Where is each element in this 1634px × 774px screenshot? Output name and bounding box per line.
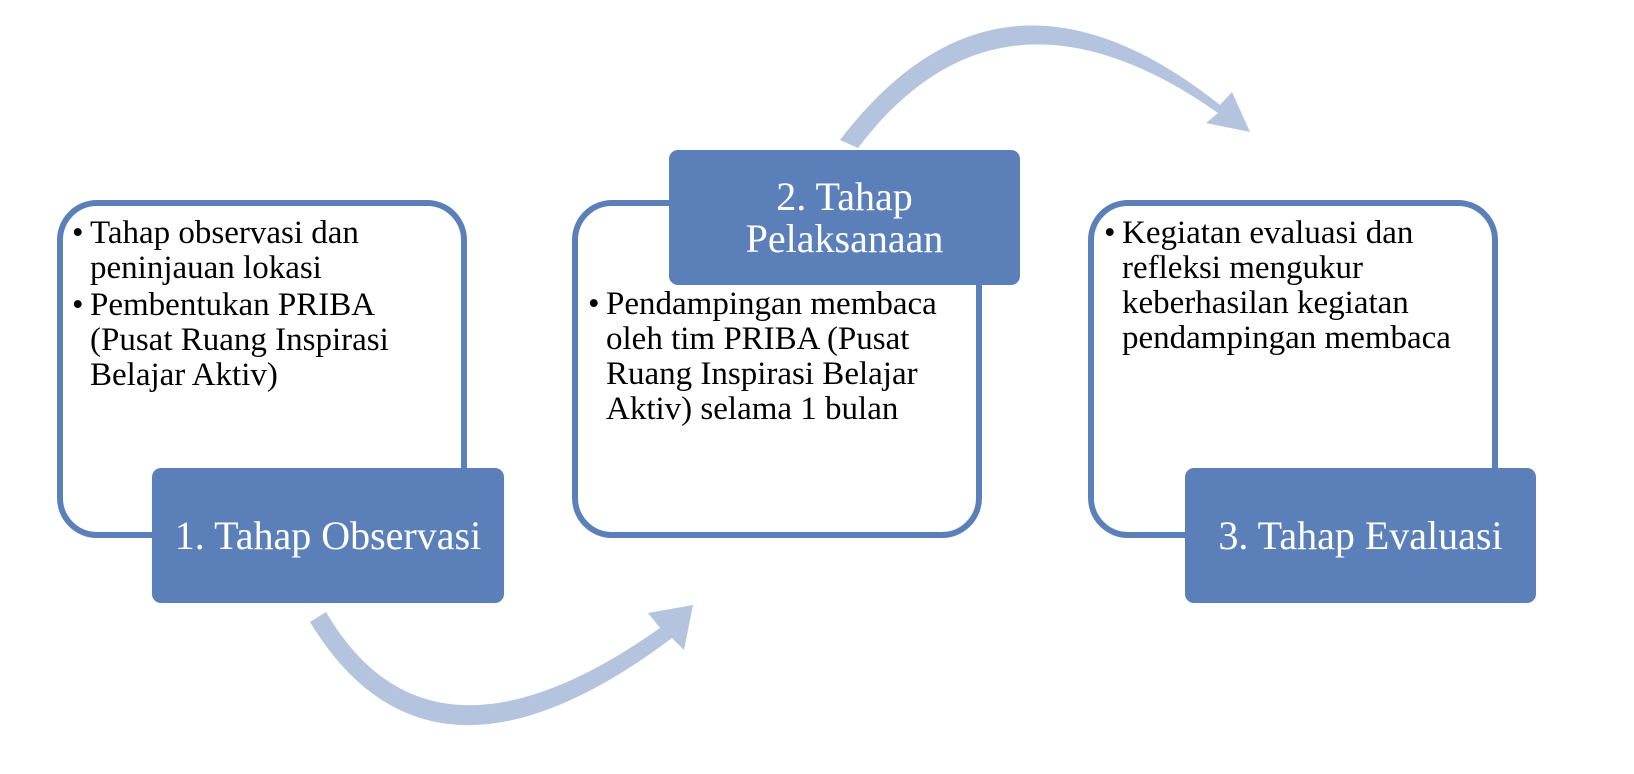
arrow-observasi-to-pelaksanaan [310, 605, 693, 725]
stage-2-label-text: 2. Tahap Pelaksanaan [745, 173, 944, 261]
arrow-pelaksanaan-to-evaluasi [840, 25, 1250, 148]
bullet-icon: • [72, 287, 84, 323]
bullet-icon: • [1104, 215, 1116, 251]
stage-1-bullet-1 [72, 216, 442, 286]
bullet-icon: • [588, 286, 600, 322]
stage-3-label [1185, 468, 1536, 603]
stage-1-bullet-2-text: Pembentukan PRIBA (Pusat Ruang Inspirasi Belajar Aktiv) [90, 287, 389, 393]
stage-3-bullet-list [1104, 216, 1474, 358]
stage-3-bullet-1-text: Kegiatan evaluasi dan refleksi mengukur keberhasilan kegiatan pendampingan membaca [1122, 215, 1451, 356]
stage-3-bullet-1 [1104, 216, 1474, 356]
stage-2-label [669, 150, 1020, 285]
stage-1-bullet-1-text: Tahap observasi dan peninjauan lokasi [90, 215, 359, 286]
stage-3-label-text: 3. Tahap Evaluasi [1218, 512, 1503, 558]
stage-2-bullet-1 [588, 287, 958, 427]
stage-1-label [152, 468, 504, 603]
stage-1-bullet-list [72, 216, 442, 395]
bullet-icon: • [72, 215, 84, 251]
stage-1-bullet-2 [72, 288, 442, 393]
stage-1-label-text: 1. Tahap Observasi [174, 512, 482, 558]
stage-2-bullet-list [588, 287, 958, 429]
stage-2-bullet-1-text: Pendampingan membaca oleh tim PRIBA (Pusat Ruang Inspirasi Belajar Aktiv) selama 1 bulan [606, 286, 937, 427]
